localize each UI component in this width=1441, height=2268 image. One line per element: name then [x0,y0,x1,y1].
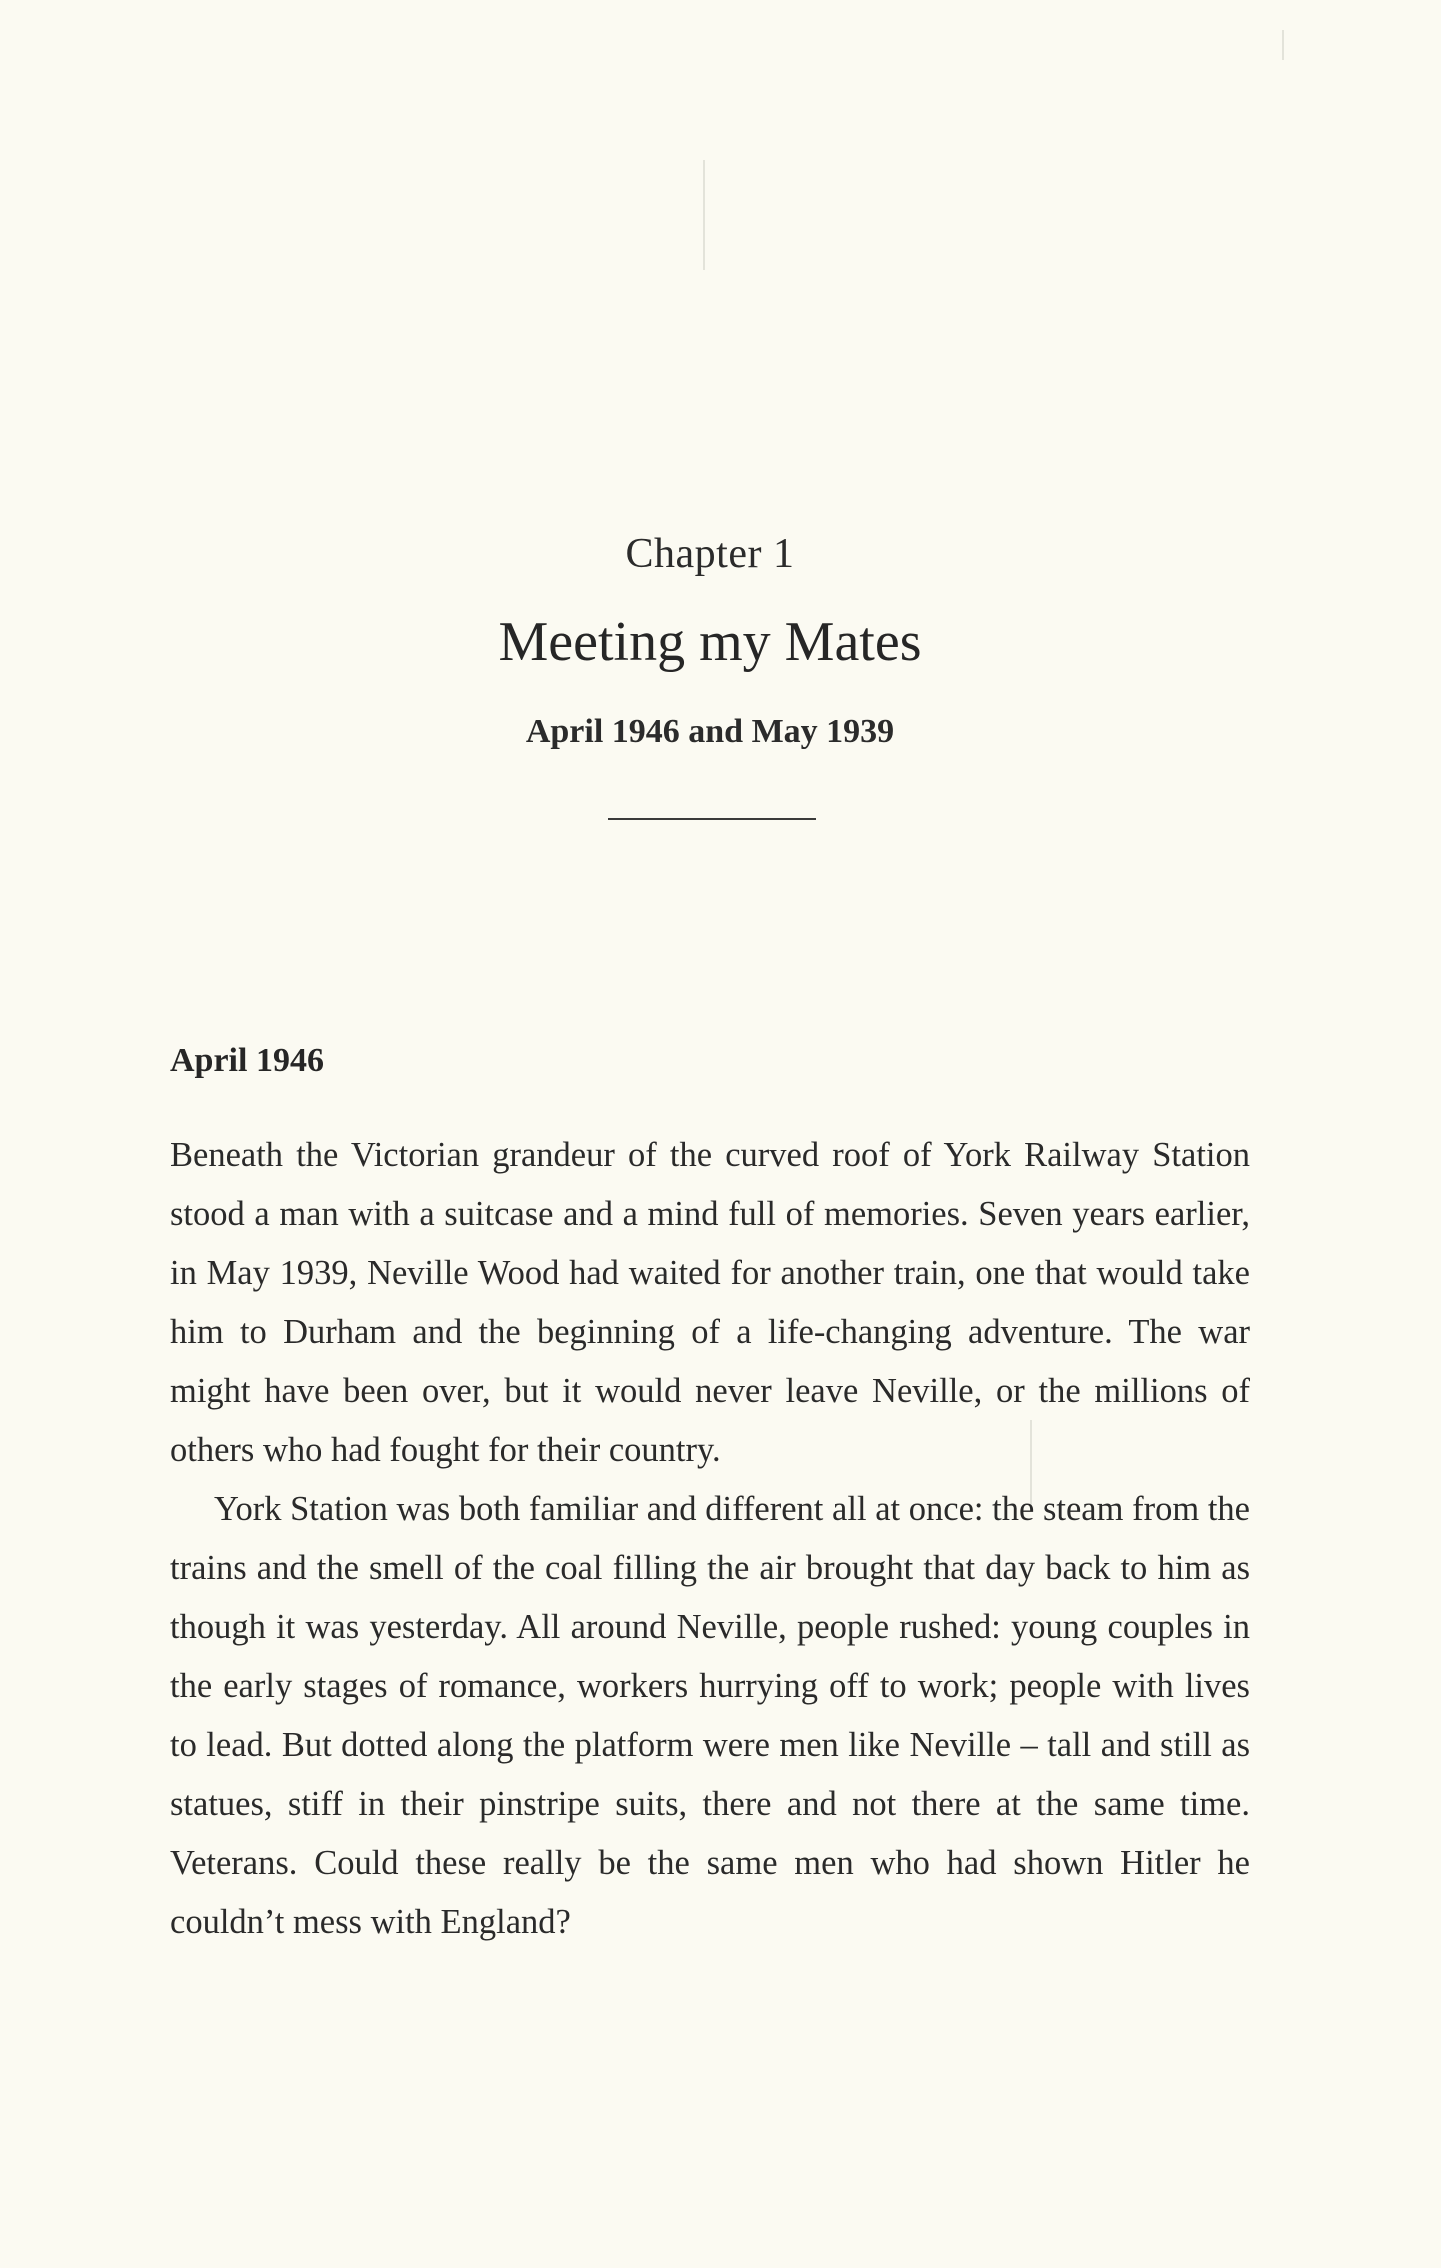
paragraph: Beneath the Victorian grandeur of the curved roof of York Railway Station stood a man with a suitcase and a mind full of memories. Seven years earlier, in May 1939, Neville Wood had waited for another train, one that would take him to Durham and the beginning of a life-changing adventure. The war might have been over, but it would never leave Neville, or the millions of others who had fought for their country. [170,1136,1250,1469]
chapter-title: Meeting my Mates [498,611,922,673]
chapter-subtitle-dates: April 1946 and May 1939 [525,713,895,750]
body-text [170,1126,1250,1952]
chapter-number: Chapter 1 [625,531,795,577]
divider-rule [608,818,816,820]
section-heading: April 1946 [170,1042,324,1079]
scan-artifact [703,160,705,270]
scan-artifact [1282,30,1284,60]
paragraph: York Station was both familiar and different all at once: the steam from the trains and the smell of the coal filling the air brought that day back to him as though it was yesterday. All around Neville, people rushed: young couples in the early stages of romance, workers hurrying off to work; people with lives to lead. But dotted along the platform were men like Neville – tall and still as statues, stiff in their pinstripe suits, there and not there at the same time. Veterans. Could these really be the same men who had shown Hitler he couldn’t mess with England? [170,1490,1250,1941]
